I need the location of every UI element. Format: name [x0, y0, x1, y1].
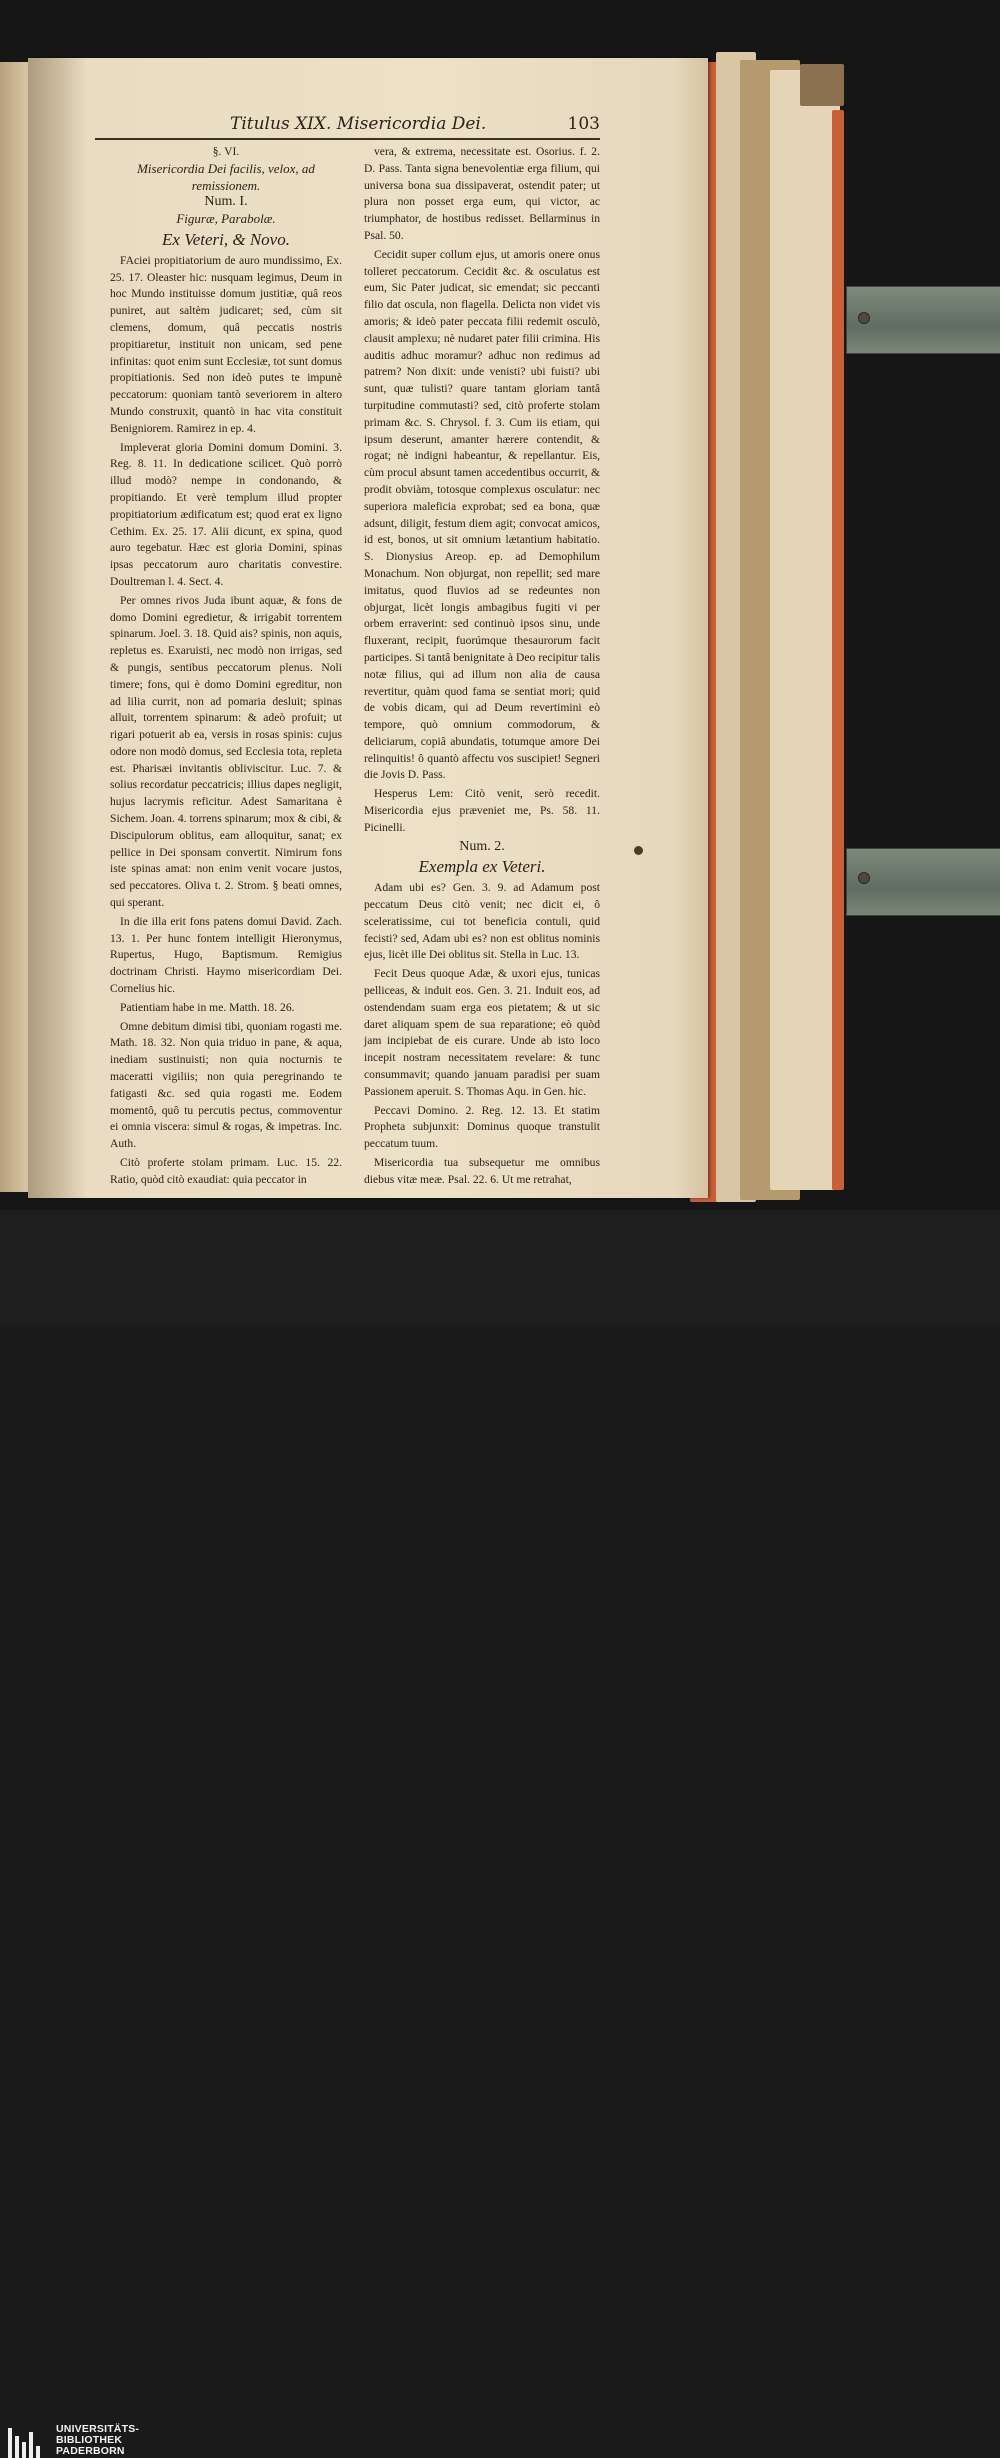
page-edge-inner — [770, 70, 840, 1190]
book-scan — [0, 0, 1000, 1210]
right-paragraph: Cecidit super collum ejus, ut amoris onere onus tolleret peccatorum. Cecidit &c. & osculatus est eum, Sic Pater judicat, sic emendat; sic peccanti filio dat oscula, non flagella. Delicta non videt vis amoris; & ideò pater peccata filii redemit osculò, clausit amplexu; nè nudaret pater filii crimina. His auditis adhuc moramur? adhuc non redimus ad patrem? Non dixit: unde venisti? ubi fuisti? ubi sunt, quæ tulisti? quare tantam gloriam tantâ turpitudine commutasti? sed, citò proferte stolam primam &c. S. Chrysol. f. 3. Cum iis etiam, qui ipsum deserunt, amanter hærere contendit, & rogat; nè indigni habeantur, & repellantur. Eis, cùm procul absunt tamen accedentibus occurrit, & prodit obviàm, totosque complexus osculatur: nec superiora maleficia exprobat; sed ea bona, quæ adsunt, diligit, festum diem agit; convocat amicos, id est, bonos, ut sit omnium lætantium habitatio. S. Dionysius Areop. ep. ad Demophilum Monachum. Non objurgat, non repellit; sed mare imitatus, quod fluvios ad se redeuntes non objurgat, licèt longis ambagibus fugiti vi per orbem erraverint: sed continuò ipsos sinu, unde fluxerant, recipit, fuorúmque thesaurorum facit participes. Si tantâ benignitate à Deo recipitur talis notæ filius, qui ad illum non alia de causa revertitur, quàm quod fama se sentiat mori; quid de vobis dicam, qui ad Deum revertimini eò tempore, quò omnium commodorum, & deliciarum, copiâ abundatis, totumque amore Dei relinquitis! ô quantò affectu vos suscipiet! Segneri die Jovis D. Pass. — [364, 247, 600, 782]
cover-corner — [800, 64, 844, 106]
right-paragraph: Adam ubi es? Gen. 3. 9. ad Adamum post peccatum Deus citò venit; nec dicit ei, ô sceleratissime, cui tot beneficia contuli, quid fecisti? sed, Adam ubi es? non est oblitus nominis ejus, licèt ille Dei oblitus sit. Stella in Luc. 13. — [364, 881, 600, 962]
right-text-column — [364, 144, 600, 1191]
left-paragraph: Citò proferte stolam primam. Luc. 15. 22. Ratio, quòd citò exaudiat: quia peccator in — [110, 1156, 342, 1186]
library-name-line2: BIBLIOTHEK — [56, 2434, 123, 2446]
library-name-line3: PADERBORN — [56, 2445, 125, 2457]
left-paragraph: Per omnes rivos Juda ibunt aquæ, & fons de domo Domini egredietur, & irrigabit torrentem spinarum. Joel. 3. 18. Quid ais? spinis, non aquis, repletus es. Exaruisti, nec modò non irrigas, sed & pungis, sentibus peccatorum plenus. Noli timere; fons, qui è domo Domini egreditur, non ad lilia currit, non ad pomaria desluit; spinas alluit, torrentem spinarum: & adeò profuit; ut rigari potuerit ab ea, versis in rosas spinis: cujus odore non modò domus, sed Ecclesia tota, repleta est. Pharisæi invitantis obliviscitur. Luc. 7. & solius recordatur peccatricis; illius dapes negligit, hujus lacrymis reficitur. Adest Samaritana è Sichem. Joan. 4. torrens spinarum; mox & cibi, & Discipulorum oblitus, eam alloquitur, sanat; ex pellice in Dei sponsam convertit. Nimirum fons iste spinas amat: non enim venit vocare justos, sed peccatores. Oliva t. 2. Strom. § beati omnes, qui sperant. — [110, 593, 342, 910]
running-title: Titulus XIX. Misericordia Dei. — [230, 114, 487, 134]
left-paragraph: In die illa erit fons patens domui David. Zach. 13. 1. Per hunc fontem intelligit Hieronymus, Rupertus, Hugo, Baptismum. Remigius doctrinam Christi. Haymo misericordiam Dei. Cornelius hic. — [110, 914, 342, 996]
right-paragraph: Hesperus Lem: Citò venit, serò recedit. Misericordia ejus præveniet me, Ps. 58. 11. Picinelli. — [364, 787, 600, 834]
lower-rivet — [858, 872, 870, 884]
left-paragraph: FAciei propitiatorium de auro mundissimo, Ex. 25. 17. Oleaster hic: nusquam legimus, Deum in hoc Mundo instituisse domum justitiæ, quâ reos puniret, aut saltèm judicaret; sed, cùm sit clemens, domum, quâ peccatis nostris propitiaretur, instituit non unicam, sed pene infinitas: quot enim sunt Ecclesiæ, tot sunt domus propitiationis. Sed non ideò putes te impunè peccatorum: quoniam tantò severiorem in altero Mundo construxit, quantò in hac vita constituit Benigniorem. Ramirez in ep. 4. — [110, 253, 342, 435]
lower-clasp — [846, 848, 1000, 916]
left-paragraph: Omne debitum dimisi tibi, quoniam rogasti me. Math. 18. 32. Non quia triduo in pane, & aqua, inediam sustinuisti; non quia nocturnis te maceratti vigiliis; non quia peregrinando te fatigasti &c. sed quia rogasti me. Eodem momentô, quô tu percutis pectus, commoventur ei omnia viscera: simul & rogas, & impetras. Inc. Auth. — [110, 1019, 342, 1151]
right-paragraph: vera, & extrema, necessitate est. Osorius. f. 2. D. Pass. Tanta signa benevolentiæ erga filium, qui universa bona sua dissipaverat, ostendit pater; ut plura non posset erga eum, qui victor, ac triumphator, de hostibus redisset. Bellarminus in Psal. 50. — [364, 145, 600, 242]
right-paragraph: Num. 2. — [459, 838, 505, 854]
left-paragraph: Num. I. — [204, 194, 248, 210]
upper-rivet — [858, 312, 870, 324]
left-page-edge — [0, 62, 28, 1192]
left-paragraph: Misericordia Dei facilis, velox, ad remissionem. — [137, 160, 315, 193]
left-paragraph: Figuræ, Parabolæ. — [176, 211, 276, 227]
page-number: 103 — [567, 114, 600, 134]
right-paragraph: Fecit Deus quoque Adæ, & uxori ejus, tunicas pelliceas, & induit eos. Gen. 3. 21. Induit eos, ad ostendendam suam erga eos pietatem; & ut sic daret aliquam spem de sua reparatione; eò quòd jam incipiebat de eis curare. Unde ab isto loco incepit nostram necessitatem revelare: & tunc consummavit; quando januam paradisi per suam Passionem aperuit. S. Thomas Aqu. in Gen. hic. — [364, 967, 600, 1098]
page-edge-red-2 — [832, 110, 844, 1190]
ink-spot — [634, 846, 643, 855]
right-paragraph: Peccavi Domino. 2. Reg. 12. 13. Et statim Propheta subjunxit: Dominus quoque transtulit peccatum tuum. — [364, 1103, 600, 1151]
library-logo-icon — [8, 2428, 46, 2458]
library-name-line1: UNIVERSITÄTS- — [56, 2423, 140, 2435]
right-paragraph: Misericordia tua subsequetur me omnibus diebus vitæ meæ. Psal. 22. 6. Ut me retrahat, — [364, 1156, 600, 1186]
left-text-column — [110, 144, 342, 1191]
left-paragraph: Patientiam habe in me. Matth. 18. 26. — [120, 1000, 295, 1014]
header-rule — [95, 138, 600, 140]
page-gutter-shadow — [28, 58, 88, 1198]
left-paragraph: §. VI. — [212, 145, 240, 158]
left-paragraph: Impleverat gloria Domini domum Domini. 3. Reg. 8. 11. In dedicatione scilicet. Quò porrò illud modò? nempe in condonando, & propitiando. Et verè templum illud propter propitiatorium ædificatum est; quod erat ex ligno Cethim. Ex. 25. 17. Alii dicunt, ex spina, quod auro tegebatur. Hæc est gloria Domini, spinas ipsas peccatorum auro charitatis convestire. Doultreman l. 4. Sect. 4. — [110, 440, 342, 588]
right-paragraph: Exempla ex Veteri. — [418, 857, 546, 877]
left-paragraph: Ex Veteri, & Novo. — [162, 229, 290, 249]
library-footer — [0, 1210, 1000, 2457]
library-name — [56, 2424, 139, 2457]
running-header — [230, 114, 600, 134]
